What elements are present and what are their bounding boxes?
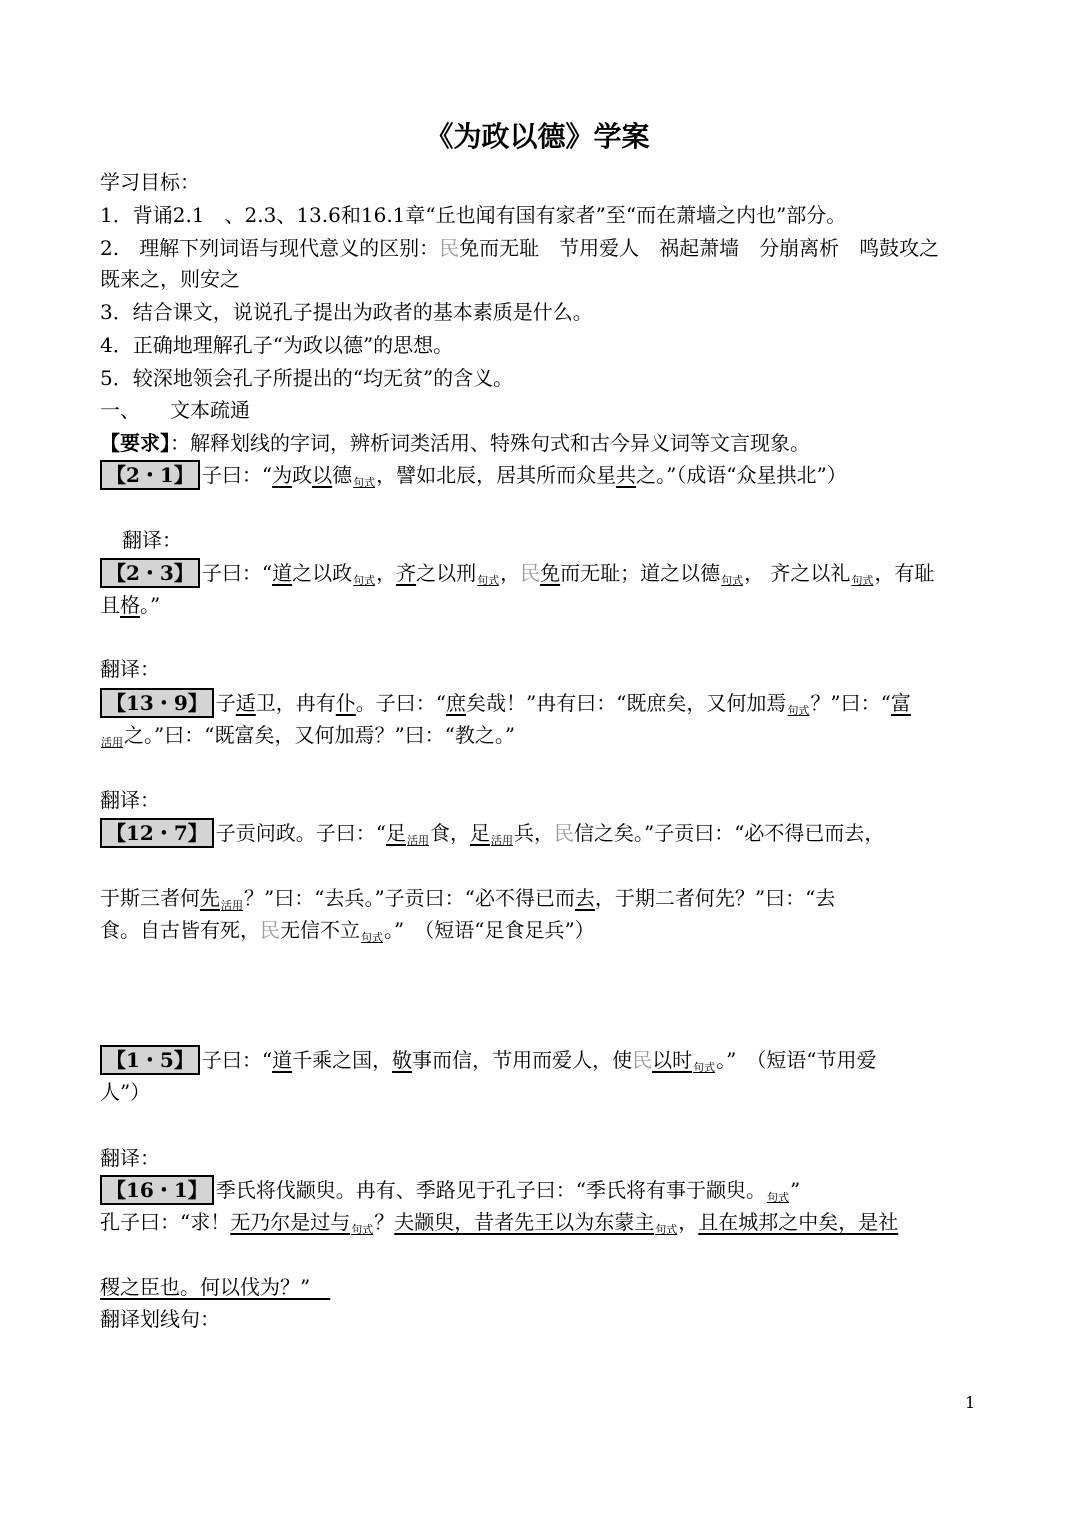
translate-label: 翻译：: [100, 657, 160, 681]
chapter-2-3-cont: 且格。”: [100, 593, 161, 617]
chapter-13-9-cont: $_{活用}$之。”曰：“既富矣，又何加焉？”曰：“教之。”: [101, 723, 516, 749]
chapter-2-3: 【2・3】 子曰：“道之以政$_{句式}$，齐之以刑$_{句式}$，民免而无耻；道之以德$_{句式}$， 齐之以礼$_{句式}$，有耻: [100, 558, 934, 596]
chapter-16-1-cont: 孔子曰：“求！无乃尔是过与$_{句式}$？夫颛臾，昔者先王以为东蒙主$_{句式}$，且在城邦之中矣，是社: [100, 1210, 899, 1236]
chapter-1-5-cont: 人”）: [100, 1080, 151, 1104]
chapter-tag: 【1・5】: [100, 1045, 200, 1075]
page-title: 《为政以德》学案: [425, 120, 650, 153]
chapter-tag: 【2・3】: [100, 558, 200, 588]
translate-label: 翻译：: [100, 788, 160, 812]
chapter-tag: 【12・7】: [100, 818, 214, 848]
section-heading: 一、 文本疏通: [100, 398, 250, 422]
chapter-2-1: 【2・1】 子曰：“为政以德$_{句式}$，譬如北辰，居其所而众星共之。”（成语“众星拱北”）: [100, 460, 847, 498]
chapter-13-9: 【13・9】 子适卫，冉有仆。子曰：“庶矣哉！”冉有曰：“既庶矣，又何加焉$_{句式}$？”曰：“富: [100, 688, 911, 726]
goal-2-cont: 既来之，则安之: [100, 267, 240, 291]
chapter-12-7: 【12・7】 子贡问政。子曰：“足$_{活用}$食，足$_{活用}$兵，民信之矣。”子贡曰：“必不得已而去，: [100, 818, 884, 856]
goal-3: 3．结合课文，说说孔子提出为政者的基本素质是什么。: [100, 300, 593, 324]
goal-1: 1．背诵2.1 、2.3、13.6和16.1章“丘也闻有国有家者”至“而在萧墙之内也”部分。: [100, 203, 847, 227]
chapter-16-1: 【16・1】 季氏将伐颛臾。冉有、季路见于孔子曰：“季氏将有事于颛臾。$_{句式}$”: [100, 1175, 800, 1213]
requirement: 【要求】：解释划线的字词，辨析词类活用、特殊句式和古今异义词等文言现象。: [100, 431, 810, 455]
goals-heading: 学习目标：: [100, 170, 200, 194]
goal-4: 4．正确地理解孔子“为政以德”的思想。: [100, 333, 454, 357]
chapter-16-1-cont2: 稷之臣也。何以伐为？”: [100, 1275, 331, 1299]
chapter-12-7-cont: 于斯三者何先$_{活用}$？”曰：“去兵。”子贡曰：“必不得已而去，于期二者何先？”曰：“去: [100, 886, 836, 912]
translate-label: 翻译：: [100, 1146, 160, 1170]
translate-label: 翻译：: [122, 528, 182, 552]
goal-5: 5．较深地领会孔子所提出的“均无贫”的含义。: [100, 366, 514, 390]
translate-lines-label: 翻译划线句：: [100, 1307, 220, 1331]
chapter-tag: 【16・1】: [100, 1175, 214, 1205]
chapter-tag: 【13・9】: [100, 688, 214, 718]
page-number: 1: [965, 1393, 976, 1412]
chapter-1-5: 【1・5】 子曰：“道千乘之国，敬事而信，节用而爱人，使民以时$_{句式}$。” （短语“节用爱: [100, 1045, 877, 1083]
chapter-12-7-cont2: 食。自古皆有死，民无信不立$_{句式}$。” （短语“足食足兵”）: [100, 918, 595, 944]
goal-2: 2. 理解下列词语与现代意义的区别：民免而无耻 节用爱人 祸起萧墙 分崩离析 鸣鼓攻之: [100, 236, 940, 260]
chapter-tag: 【2・1】: [100, 460, 200, 490]
